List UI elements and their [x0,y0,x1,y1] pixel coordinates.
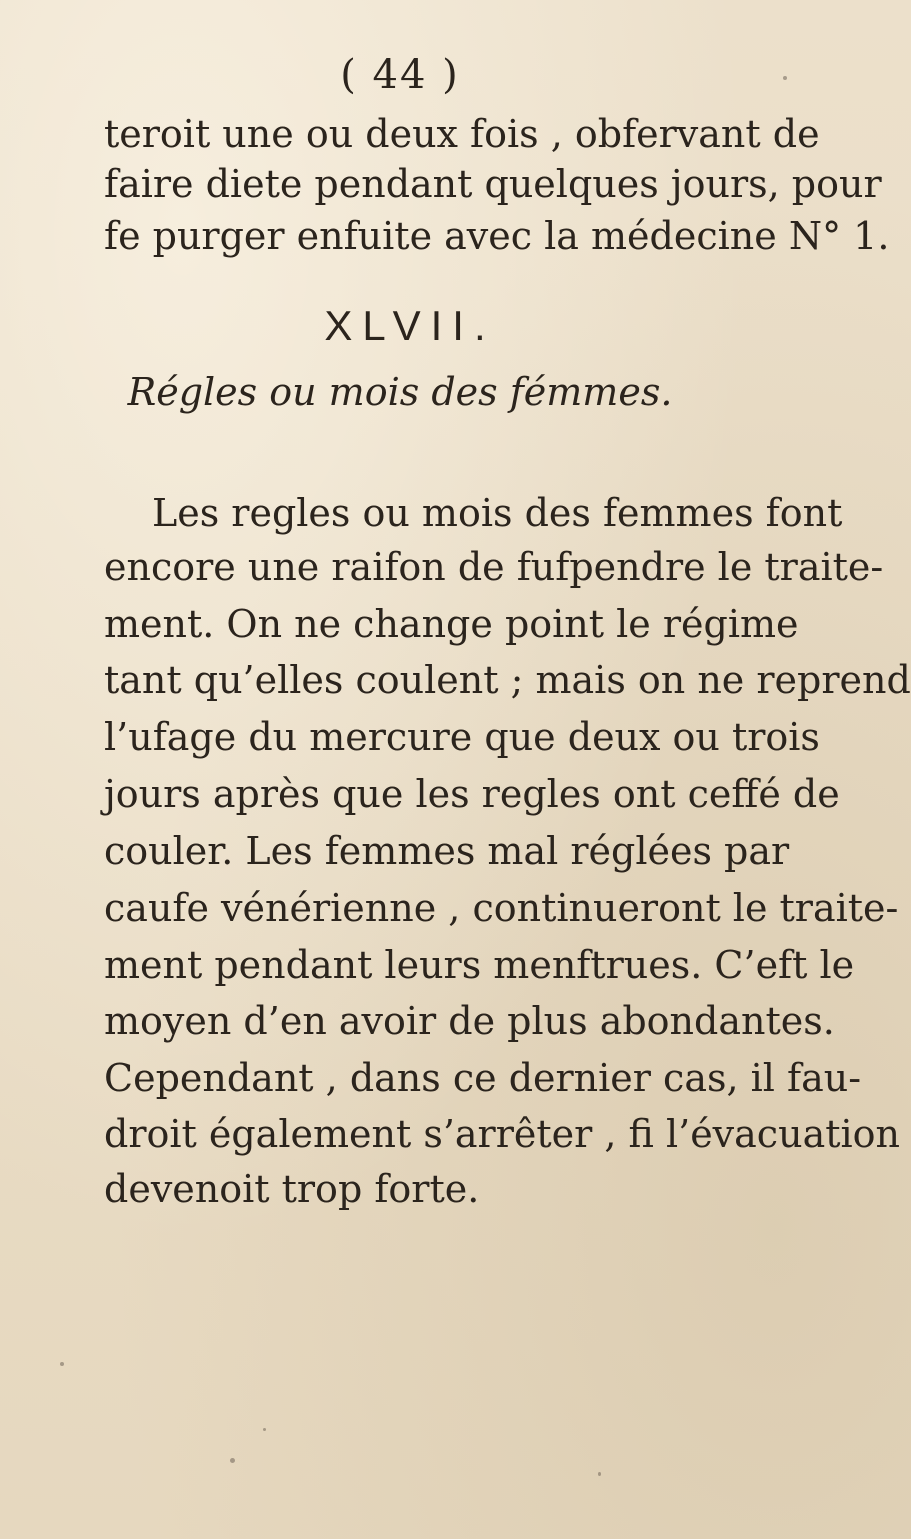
carryover-line: teroit une ou deux fois , obfervant de [104,112,820,156]
paragraph-line: Les regles ou mois des femmes font [152,491,843,535]
paragraph-line: jours après que les regles ont ceffé de [104,772,840,816]
paragraph-line: ment. On ne change point le régime [104,602,799,646]
paragraph-line: tant qu’elles coulent ; mais on ne reprend [104,658,911,702]
paragraph-line: encore une raifon de fufpendre le traite- [104,545,884,589]
chapter-title: Régles ou mois des fémmes. [127,370,673,414]
paragraph-line: ment pendant leurs menftrues. C’eft le [104,943,855,987]
paragraph-line: couler. Les femmes mal réglées par [104,829,790,873]
paragraph-line: devenoit trop forte. [104,1167,480,1211]
paper-speck [598,1472,601,1476]
paragraph-line: l’ufage du mercure que deux ou trois [104,715,820,759]
paper-speck [783,76,787,80]
paragraph-line: droit également s’arrêter , fi l’évacuation [104,1112,900,1156]
chapter-number: XLVII. [324,302,496,349]
carryover-line: fe purger enfuite avec la médecine N° 1. [104,214,890,258]
paragraph-line: Cependant , dans ce dernier cas, il fau- [104,1056,862,1100]
carryover-line: faire diete pendant quelques jours, pour [104,162,882,206]
paper-speck [60,1362,64,1366]
paragraph-line: caufe vénérienne , continueront le traite- [104,886,899,930]
paper-speck [230,1458,235,1463]
paragraph-line: moyen d’en avoir de plus abondantes. [104,999,835,1043]
page-number: ( 44 ) [340,52,460,98]
paper-speck [263,1428,266,1431]
